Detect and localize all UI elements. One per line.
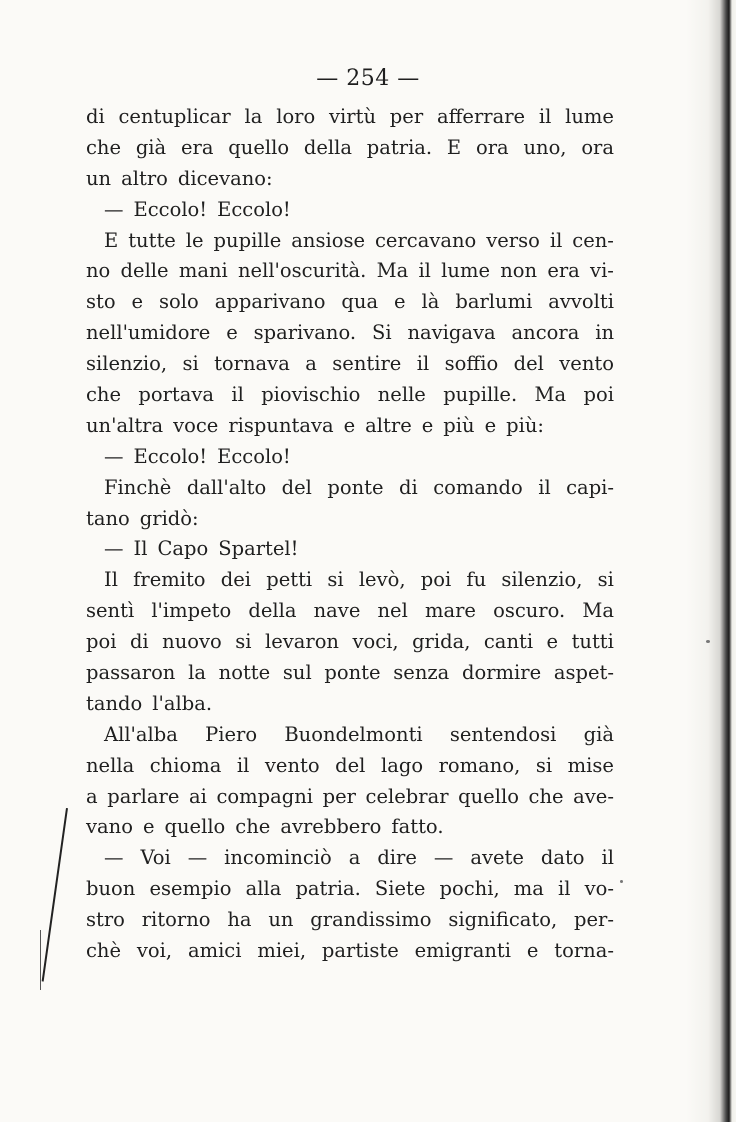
text-line: tando l'alba. (86, 691, 213, 715)
text-line: a parlare ai compagni per celebrar quello che ave- (86, 784, 614, 808)
text-line: nella chioma il vento del lago romano, si mise (86, 753, 614, 777)
body-text (86, 102, 614, 967)
text-line: sto e solo apparivano qua e là barlumi avvolti (86, 290, 614, 314)
text-line: che già era quello della patria. E ora uno, ora (86, 135, 614, 159)
page-number: — 254 — (316, 66, 420, 91)
text-line: vano e quello che avrebbero fatto. (86, 815, 444, 839)
text-line: passaron la notte sul ponte senza dormire aspet- (86, 661, 614, 685)
text-line: E tutte le pupille ansiose cercavano verso il cen- (104, 228, 614, 252)
text-line: Finchè dall'alto del ponte di comando il capi- (104, 475, 614, 499)
text-line: poi di nuovo si levaron voci, grida, canti e tutti (86, 630, 614, 654)
text-line: — Eccolo! Eccolo! (104, 197, 291, 221)
text-line: che portava il piovischio nelle pupille. Ma poi (86, 383, 614, 407)
text-line: tano gridò: (86, 506, 199, 530)
page-binding-edge (686, 0, 736, 1122)
text-line: All'alba Piero Buondelmonti sentendosi già (104, 722, 614, 746)
text-line: di centuplicar la loro virtù per afferrare il lume (86, 105, 614, 128)
text-line: stro ritorno ha un grandissimo significato, per- (86, 908, 614, 932)
text-line: — Voi — incominciò a dire — avete dato il (104, 846, 614, 870)
text-line: silenzio, si tornava a sentire il soffio del vento (86, 352, 614, 376)
page-speck (620, 880, 623, 883)
text-line: buon esempio alla patria. Siete pochi, ma il vo- (86, 877, 614, 901)
text-line: un altro dicevano: (86, 166, 273, 190)
text-line: nell'umidore e sparivano. Si navigava ancora in (86, 321, 614, 345)
text-line: — Il Capo Spartel! (104, 537, 299, 561)
text-line: no delle mani nell'oscurità. Ma il lume non era vi- (86, 259, 614, 283)
text-line: sentì l'impeto della nave nel mare oscuro. Ma (86, 599, 614, 623)
text-line: un'altra voce rispuntava e altre e più e più: (86, 413, 544, 437)
text-line: — Eccolo! Eccolo! (104, 444, 291, 468)
margin-pencil-mark-tail (40, 930, 41, 990)
text-line: chè voi, amici miei, partiste emigranti e torna- (86, 939, 614, 963)
text-line: Il fremito dei petti si levò, poi fu silenzio, si (104, 568, 614, 592)
margin-pencil-mark (42, 808, 68, 982)
page-speck (706, 640, 710, 643)
